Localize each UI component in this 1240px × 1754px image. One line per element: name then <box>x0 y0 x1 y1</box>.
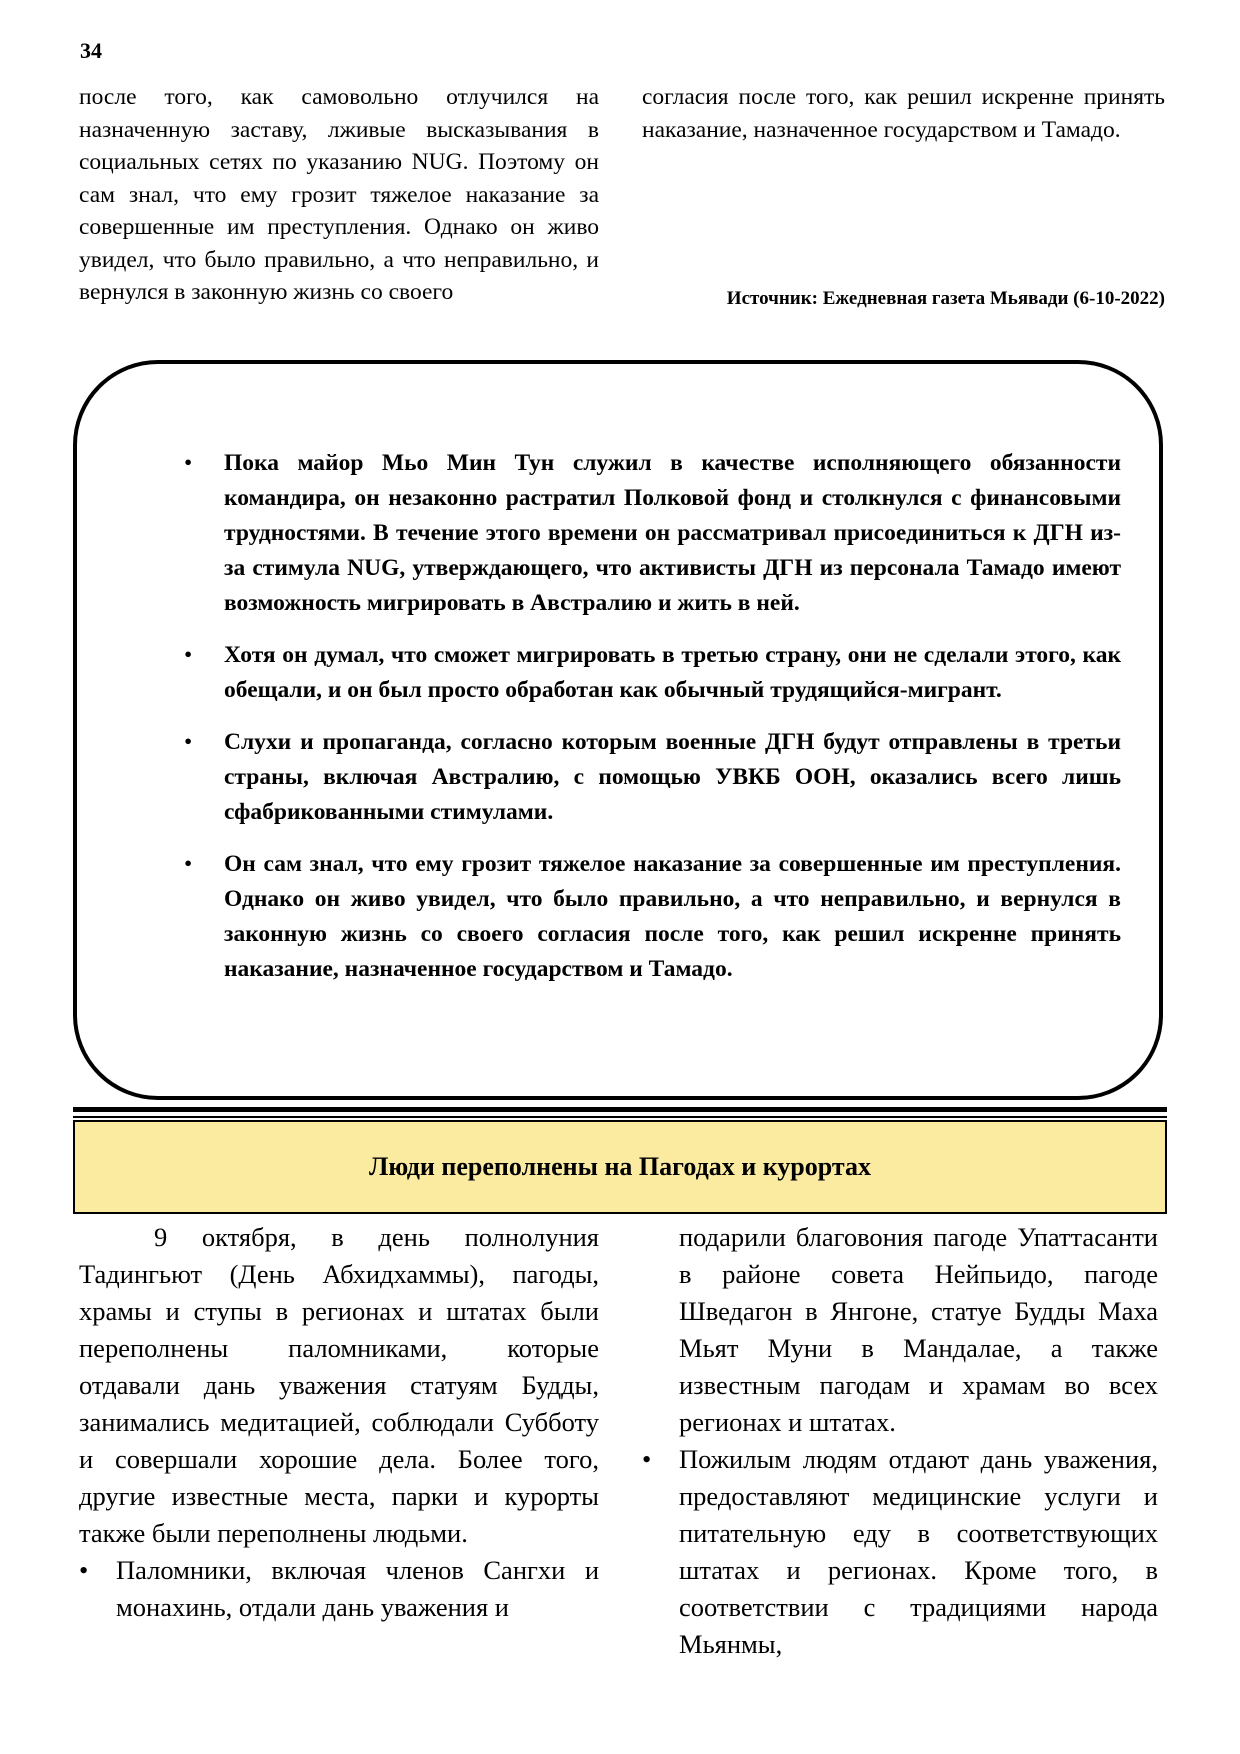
article-bullet <box>642 1441 1158 1663</box>
source-citation: Источник: Ежедневная газета Мьявади (6-10-2022) <box>726 288 1165 309</box>
top-right-paragraph: согласия после того, как решил искренне принять наказание, назначенное государством и Тамадо. <box>642 84 1165 143</box>
bullet-icon: • <box>184 729 193 755</box>
bullet-icon: • <box>642 1444 652 1474</box>
section-divider-thin <box>73 1116 1167 1118</box>
article-bullet-continuation: подарили благовония пагоде Упаттасанти в районе совета Нейпьидо, пагоде Шведагон в Янгоне, статуе Будды Маха Мьят Муни в Мандалае, а также известным пагодам и храмам во всех регионах и штатах. <box>679 1222 1158 1437</box>
bottom-left-column <box>79 1219 599 1626</box>
summary-item <box>107 446 1121 621</box>
top-left-paragraph: после того, как самовольно отлучился на назначенную заставу, лживые высказывания в социальных сетях по указанию NUG. Поэтому он сам знал, что ему грозит тяжелое наказание за совершенные им преступления. Однако он живо увидел, что было правильно, а что неправильно, и вернулся в законную жизнь со своего <box>79 84 599 305</box>
article-paragraph: 9 октября, в день полнолуния Тадингьют (День Абхидхаммы), пагоды, храмы и ступы в регионах и штатах были переполнены паломниками, которые отдавали дань уважения статуям Будды, занимались медитацией, соблюдали Субботу и совершали хорошие дела. Более того, другие известные места, парки и курорты также были переполнены людьми. <box>79 1222 599 1548</box>
section-title: Люди переполнены на Пагодах и курортах <box>73 1120 1167 1214</box>
bullet-icon: • <box>184 450 193 476</box>
summary-item-text: Хотя он думал, что сможет мигрировать в третью страну, они не сделали этого, как обещали, и он был просто обработан как обычный трудящийся-мигрант. <box>224 642 1121 703</box>
bullet-icon: • <box>184 642 193 668</box>
article-bullet-text: Пожилым людям отдают дань уважения, предоставляют медицинские услуги и питательную еду в соответствующих штатах и регионах. Кроме того, в соответствии с традициями народа Мьянмы, <box>679 1444 1158 1659</box>
bullet-icon: • <box>184 851 193 877</box>
page-number: 34 <box>80 38 102 63</box>
summary-item <box>107 847 1121 987</box>
summary-item-text: Пока майор Мьо Мин Тун служил в качестве исполняющего обязанности командира, он незаконно растратил Полковой фонд и столкнулся с финансовыми трудностями. В течение этого времени он рассматривал присоединиться к ДГН из-за стимула NUG, утверждающего, что активисты ДГН из персонала Тамадо имеют возможность мигрировать в Австралию и жить в ней. <box>224 450 1121 616</box>
article-bullet <box>79 1552 599 1626</box>
bottom-right-column <box>642 1219 1158 1663</box>
summary-list <box>107 446 1121 1004</box>
section-divider-thick <box>73 1107 1167 1112</box>
bullet-icon: • <box>79 1555 89 1585</box>
summary-item <box>107 725 1121 830</box>
top-right-column <box>642 81 1165 146</box>
summary-item <box>107 638 1121 708</box>
summary-box <box>73 360 1163 1100</box>
article-bullet-text: Паломники, включая членов Сангхи и монахинь, отдали дань уважения и <box>116 1555 599 1622</box>
summary-item-text: Он сам знал, что ему грозит тяжелое наказание за совершенные им преступления. Однако он живо увидел, что было правильно, а что неправильно, и вернулся в законную жизнь со своего согласия после того, как решил искренне принять наказание, назначенное государством и Тамадо. <box>224 851 1121 982</box>
top-left-column <box>79 81 599 309</box>
summary-item-text: Слухи и пропаганда, согласно которым военные ДГН будут отправлены в третьи страны, включая Австралию, с помощью УВКБ ООН, оказались всего лишь сфабрикованными стимулами. <box>224 729 1121 825</box>
